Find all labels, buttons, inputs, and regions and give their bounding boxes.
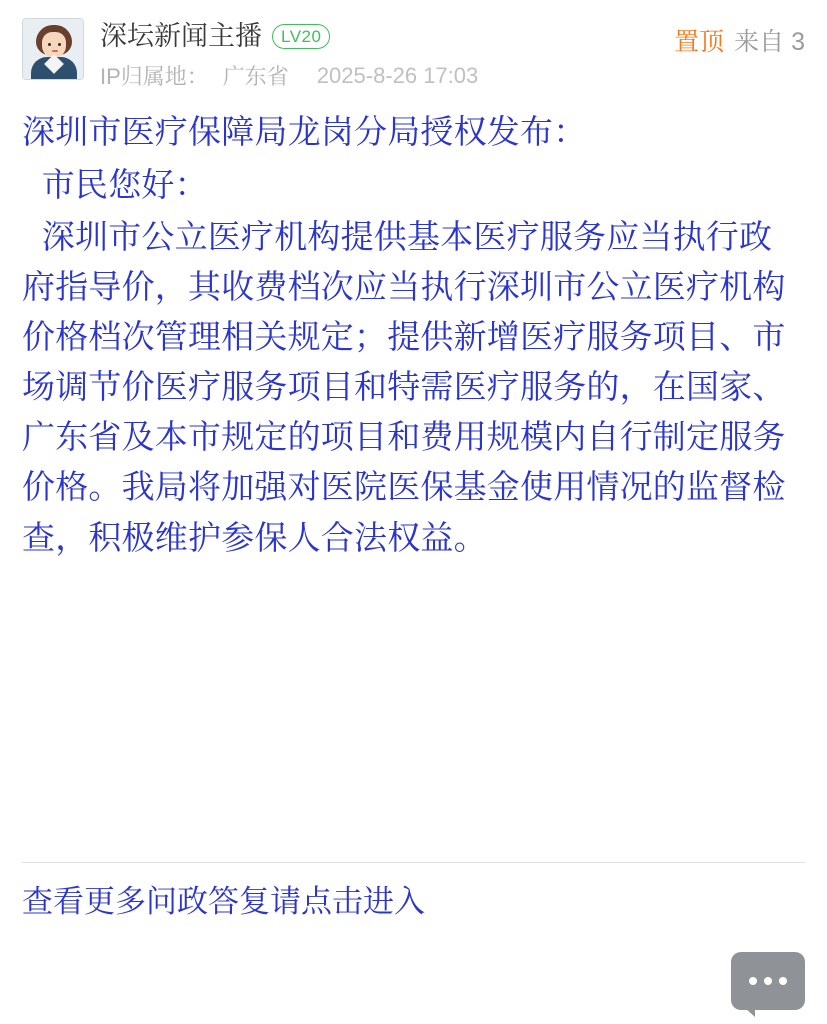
- post-header: [0, 0, 827, 91]
- level-badge: LV20: [272, 24, 330, 49]
- avatar-mouth: [52, 50, 58, 52]
- post-source: 来自 3: [734, 28, 805, 56]
- avatar-eye-left: [48, 43, 51, 46]
- comment-dot-1: [749, 977, 757, 985]
- footer-divider: [22, 862, 805, 863]
- post-paragraph-greeting: 市民您好：: [41, 165, 208, 203]
- post-body: [0, 91, 827, 562]
- ip-location-label: IP归属地：: [100, 64, 209, 90]
- author-name[interactable]: 深坛新闻主播: [100, 21, 262, 51]
- comment-bubble-icon[interactable]: [731, 952, 805, 1010]
- comment-dot-3: [779, 977, 787, 985]
- comment-dots: [749, 977, 787, 985]
- avatar-eye-right: [58, 43, 61, 46]
- post-paragraph-title: 深圳市医疗保障局龙岗分局授权发布：: [22, 113, 587, 151]
- post-timestamp: 2025-8-26 17:03: [316, 62, 479, 88]
- comment-dot-2: [764, 977, 772, 985]
- post-paragraph-main: 深圳市公立医疗机构提供基本医疗服务应当执行政府指导价，其收费档次应当执行深圳市公立医疗机构价格档次管理相关规定；提供新增医疗服务项目、市场调节价医疗服务项目和特需医疗服务的，在国家、广东省及本市规定的项目和费用规模内自行制定服务价格。我局将加强对医院医保基金使用情况的监督检查，积极维护参保人合法权益。: [22, 217, 786, 556]
- avatar[interactable]: [22, 18, 84, 80]
- ip-location-value: 广东省: [222, 64, 289, 90]
- author-sub-row: [100, 60, 805, 91]
- more-replies-link[interactable]: 查看更多问政答复请点击进入: [22, 884, 425, 919]
- post-header-right: [674, 22, 805, 58]
- pinned-badge: 置顶: [674, 28, 725, 56]
